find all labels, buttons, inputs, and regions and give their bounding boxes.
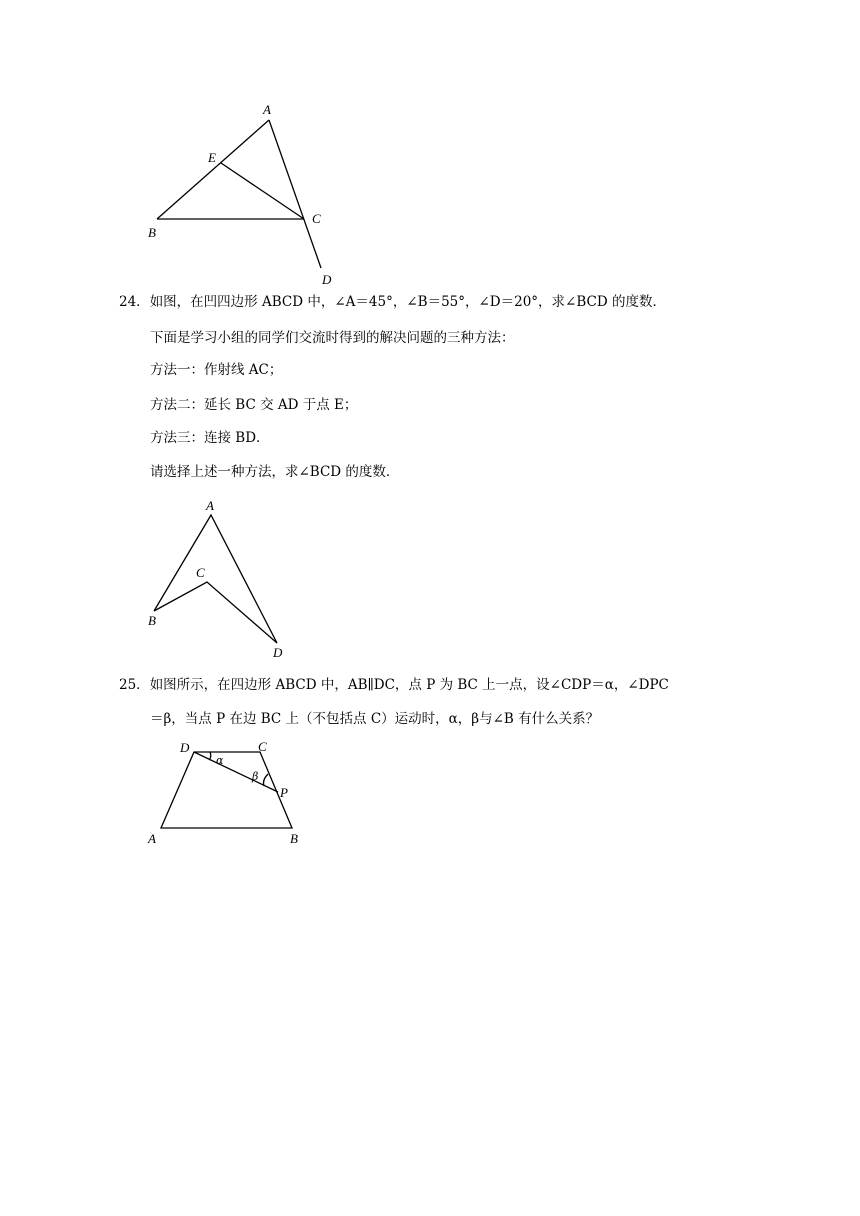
method-two: 方法二：延长 BC 交 AD 于点 E； bbox=[150, 397, 358, 413]
method-one: 方法一：作射线 AC； bbox=[150, 362, 283, 378]
label-d: D bbox=[273, 645, 283, 660]
label-c: C bbox=[196, 565, 205, 580]
question-number: 25． bbox=[119, 677, 150, 693]
segment-dp bbox=[194, 752, 278, 792]
label-c: C bbox=[258, 739, 267, 754]
question-24-intro: 下面是学习小组的同学们交流时得到的解决问题的三种方法： bbox=[150, 330, 515, 346]
label-d: D bbox=[322, 272, 332, 287]
angle-alpha-arc bbox=[209, 752, 211, 760]
label-b: B bbox=[290, 831, 298, 846]
question-24-ask: 请选择上述一种方法，求∠BCD 的度数． bbox=[150, 464, 400, 480]
method-three: 方法三：连接 BD． bbox=[150, 430, 270, 446]
question-25-line2: ＝β，当点 P 在边 BC 上（不包括点 C）运动时，α，β与∠B 有什么关系？ bbox=[150, 711, 600, 727]
angle-beta-arc bbox=[264, 774, 269, 786]
question-text: 如图，在凹四边形 ABCD 中，∠A＝45°，∠B＝55°，∠D＝20°，求∠BCD 的度数． bbox=[149, 294, 666, 310]
label-b: B bbox=[148, 613, 156, 628]
question-number: 24． bbox=[119, 294, 150, 310]
label-beta: β bbox=[252, 770, 259, 783]
label-a: A bbox=[206, 498, 214, 513]
label-c: C bbox=[312, 211, 321, 226]
label-b: B bbox=[148, 225, 156, 240]
label-d: D bbox=[180, 740, 190, 755]
label-alpha: α bbox=[216, 754, 224, 767]
label-a: A bbox=[148, 831, 156, 846]
label-e: E bbox=[208, 150, 216, 165]
question-text: 如图所示，在四边形 ABCD 中，AB∥DC，点 P 为 BC 上一点，设∠CDP＝α，∠DPC bbox=[149, 677, 669, 693]
label-a: A bbox=[263, 102, 271, 117]
label-p: P bbox=[280, 785, 288, 800]
